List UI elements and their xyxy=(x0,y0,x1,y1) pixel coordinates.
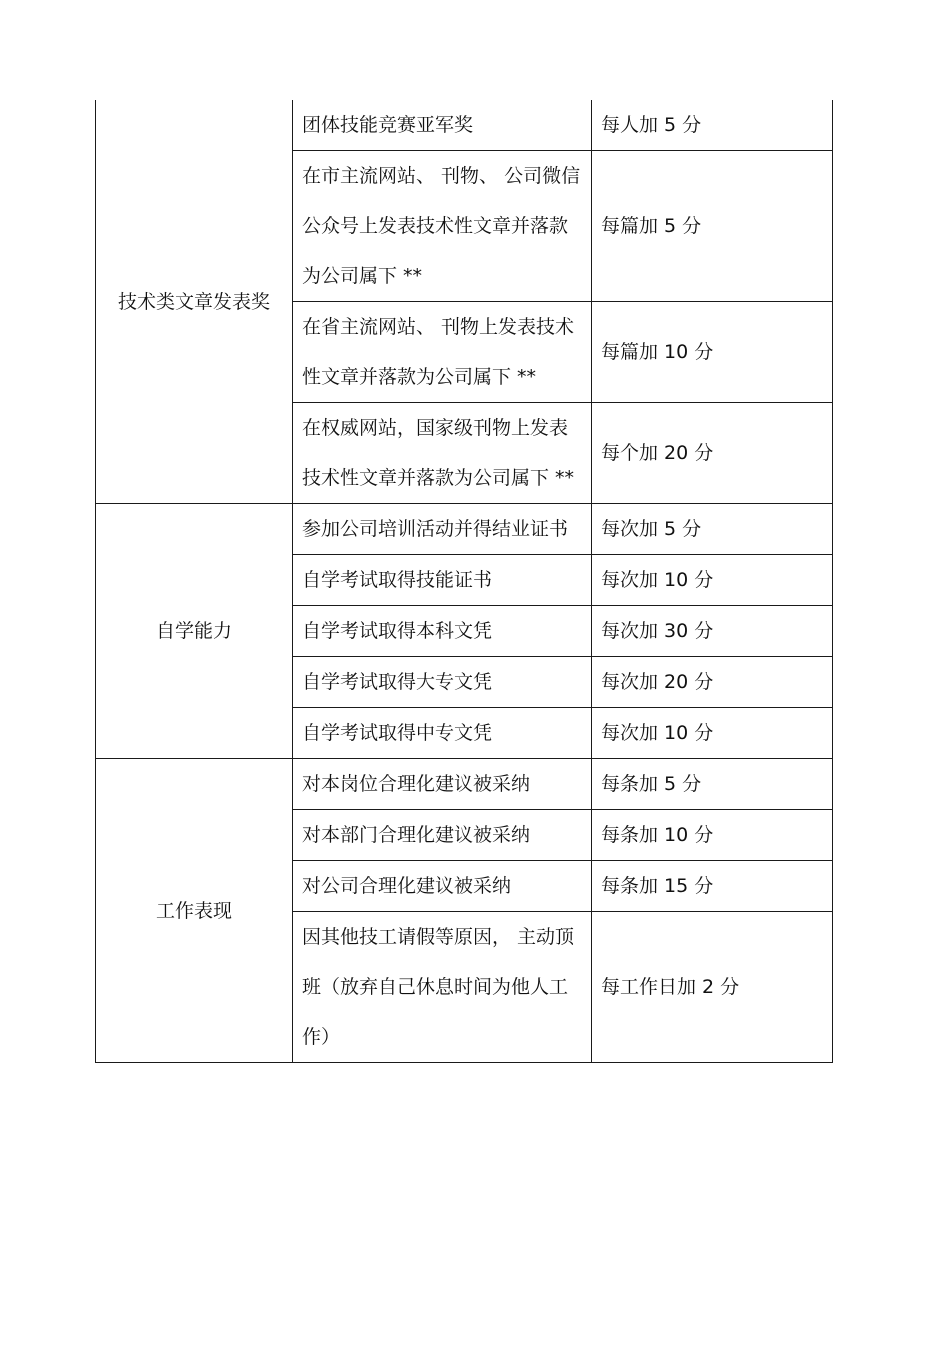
category-cell: 自学能力 xyxy=(96,504,293,759)
item-cell: 对公司合理化建议被采纳 xyxy=(293,861,592,912)
item-cell: 在市主流网站、 刊物、 公司微信公众号上发表技术性文章并落款为公司属下 ** xyxy=(293,151,592,302)
category-cell: 技术类文章发表奖 xyxy=(96,100,293,504)
points-cell: 每条加 10 分 xyxy=(592,810,833,861)
points-cell: 每次加 10 分 xyxy=(592,555,833,606)
item-cell: 在省主流网站、 刊物上发表技术性文章并落款为公司属下 ** xyxy=(293,302,592,403)
points-cell: 每条加 15 分 xyxy=(592,861,833,912)
points-cell: 每次加 20 分 xyxy=(592,657,833,708)
table-row xyxy=(96,100,833,151)
points-cell: 每次加 30 分 xyxy=(592,606,833,657)
category-cell: 工作表现 xyxy=(96,759,293,1063)
points-cell: 每篇加 10 分 xyxy=(592,302,833,403)
points-cell: 每工作日加 2 分 xyxy=(592,912,833,1063)
points-cell: 每条加 5 分 xyxy=(592,759,833,810)
item-cell: 自学考试取得本科文凭 xyxy=(293,606,592,657)
item-cell: 对本部门合理化建议被采纳 xyxy=(293,810,592,861)
table-row xyxy=(96,759,833,810)
item-cell: 参加公司培训活动并得结业证书 xyxy=(293,504,592,555)
item-cell: 自学考试取得中专文凭 xyxy=(293,708,592,759)
points-cell: 每人加 5 分 xyxy=(592,100,833,151)
item-cell: 因其他技工请假等原因， 主动顶班（放弃自己休息时间为他人工作） xyxy=(293,912,592,1063)
item-cell: 对本岗位合理化建议被采纳 xyxy=(293,759,592,810)
item-cell: 团体技能竞赛亚军奖 xyxy=(293,100,592,151)
item-cell: 自学考试取得技能证书 xyxy=(293,555,592,606)
points-cell: 每次加 10 分 xyxy=(592,708,833,759)
item-cell: 自学考试取得大专文凭 xyxy=(293,657,592,708)
table-row xyxy=(96,504,833,555)
points-cell: 每篇加 5 分 xyxy=(592,151,833,302)
points-cell: 每个加 20 分 xyxy=(592,403,833,504)
item-cell: 在权威网站，国家级刊物上发表技术性文章并落款为公司属下 ** xyxy=(293,403,592,504)
points-cell: 每次加 5 分 xyxy=(592,504,833,555)
bonus-score-table xyxy=(95,100,833,1063)
